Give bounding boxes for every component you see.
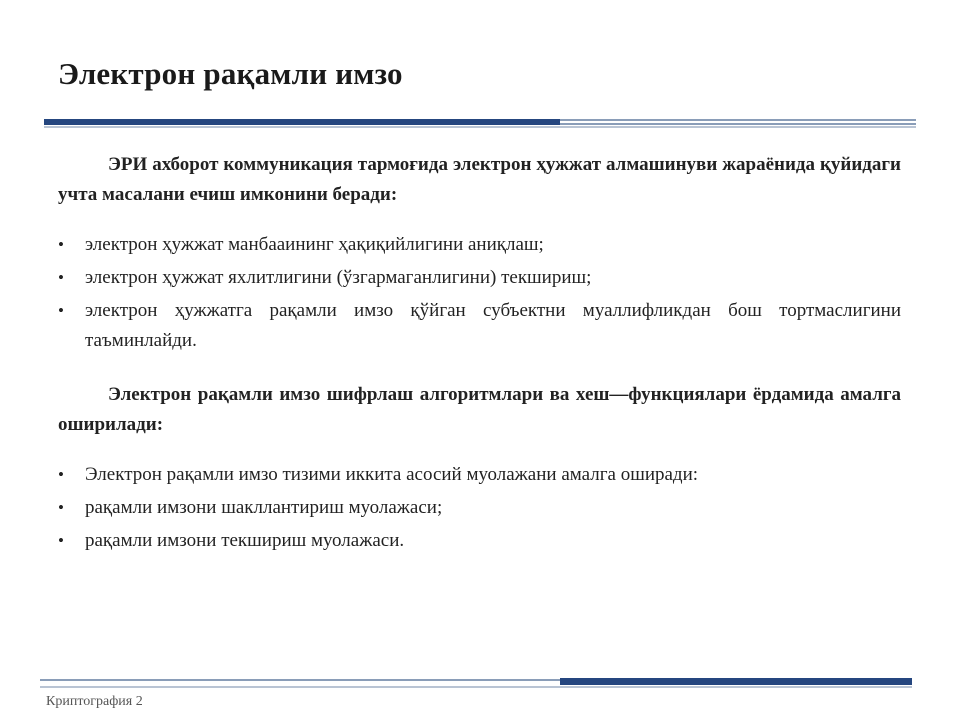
list-item-text: Электрон рақамли имзо тизими иккита асосий муолажани амалга оширади: [85,464,699,485]
list-item-text: электрон ҳужжат яхлитлигини (ўзгармаганлигини) текшириш; [85,267,592,288]
procedure-list [58,460,901,556]
list-item [58,230,901,260]
intro-paragraph: ЭРИ ахборот коммуникация тармоғида электрон ҳужжат алмашинуви жараёнида қуйидаги учта масалани ечиш имконини беради: [58,154,901,205]
bullet-icon: • [58,268,64,287]
list-item-text: электрон ҳужжатга рақамли имзо қўйган субъектни муаллифликдан бош тортмаслигини таъминлайди. [85,300,901,351]
list-item-text: электрон ҳужжат манбааининг ҳақиқийлигини аниқлаш; [85,234,544,255]
bullet-icon: • [58,465,64,484]
list-item-text: рақамли имзони текшириш муолажаси. [85,530,405,551]
footer-label: Криптография 2 [46,694,143,709]
bullet-icon: • [58,498,64,517]
list-item [58,526,901,556]
title-divider [44,118,916,128]
slide-body [58,150,901,559]
algorithm-paragraph: Электрон рақамли имзо шифрлаш алгоритмлари ва хеш—функциялари ёрдамида амалга оширилади: [58,384,901,435]
bullet-icon: • [58,235,64,254]
list-item [58,460,901,490]
list-item-text: рақамли имзони шакллантириш муолажаси; [85,497,443,518]
list-item [58,263,901,293]
footer-divider [40,678,912,688]
list-item [58,296,901,356]
slide-title: Электрон рақамли имзо [58,56,403,91]
bullet-icon: • [58,301,64,320]
bullet-icon: • [58,531,64,550]
task-list [58,230,901,356]
list-item [58,493,901,523]
